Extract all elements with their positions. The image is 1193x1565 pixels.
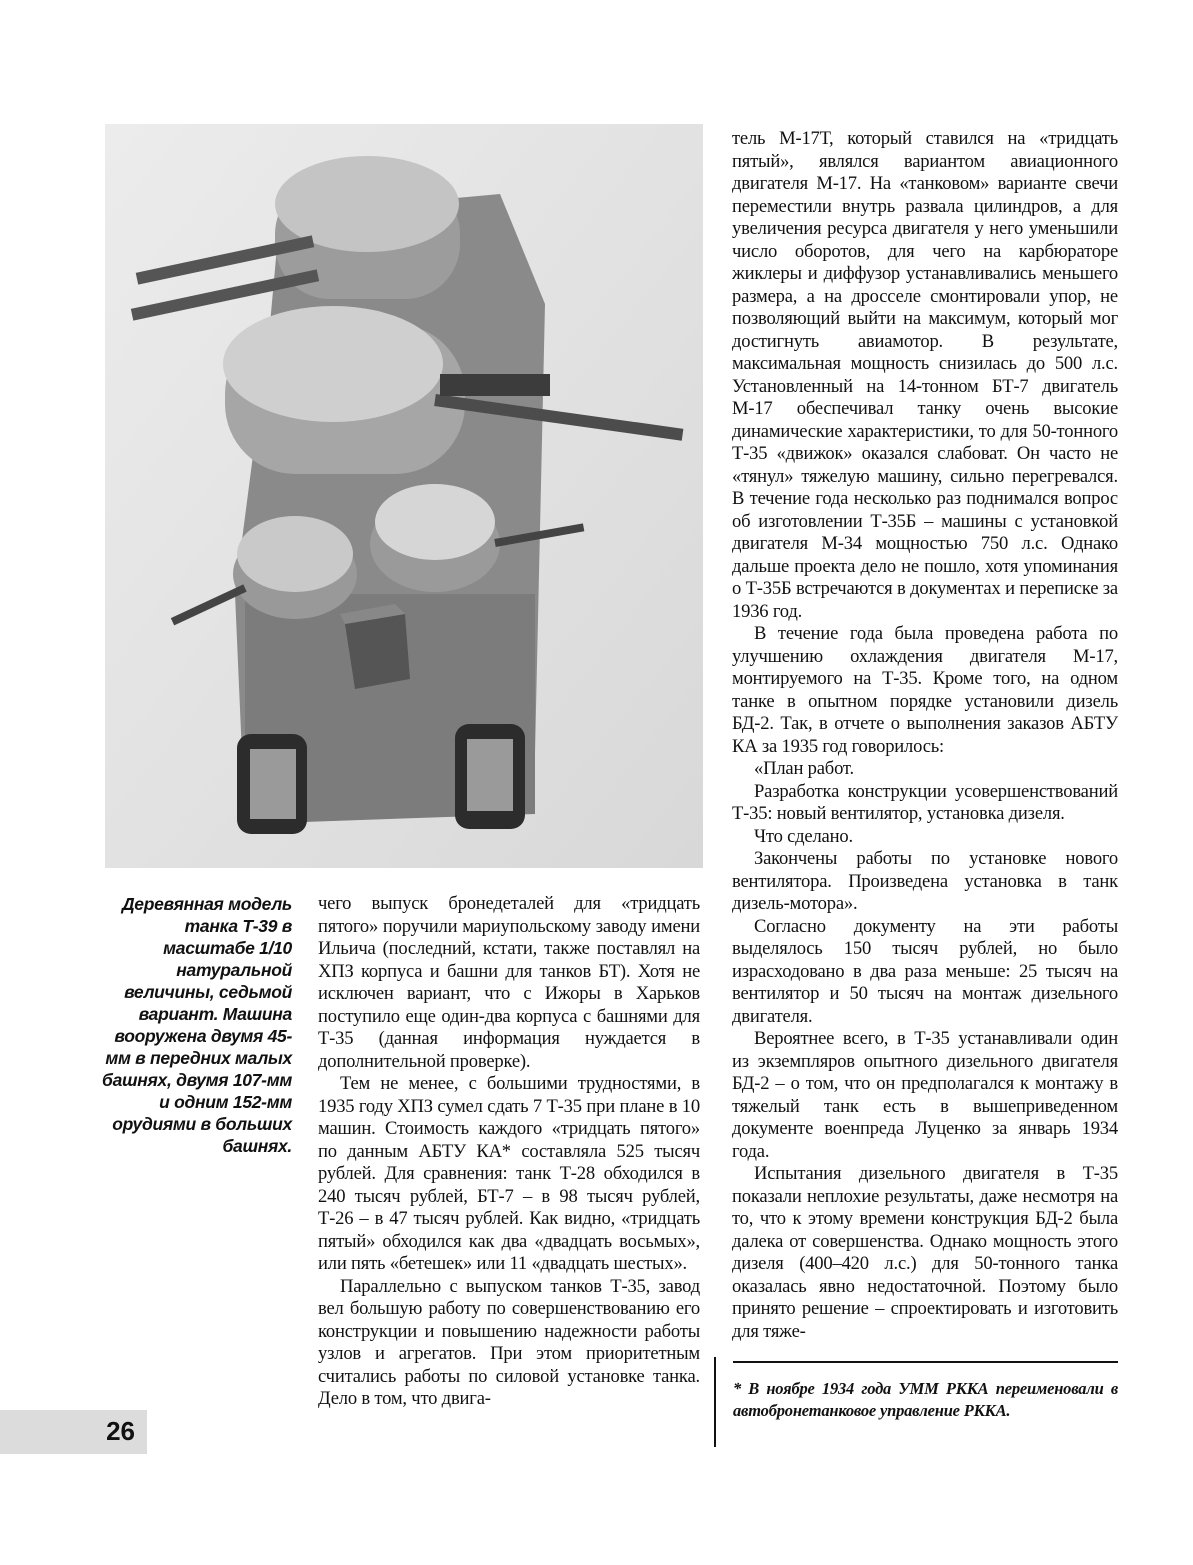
- paragraph: Тем не менее, с большими трудностями, в 1935 году ХПЗ сумел сдать 7 Т-35 при плане в 10 машин. Стоимость каждого «тридцать пятого» по данным АБТУ КА* составляла 525 тысяч рублей. Для сравнения: танк Т-28 обходился в 240 тысяч рублей, БТ-7 – в 98 тысяч рублей, Т-26 – в 47 тысяч рублей. Как видно, «тридцать пятый» обходился как два «двадцать восьмых», или пять «бетешек» или 11 «двадцать шестых».: [318, 1073, 700, 1274]
- paragraph: Разработка конструкции усовершенствований Т-35: новый вентилятор, установка дизеля.: [732, 780, 1118, 824]
- paragraph: Что сделано.: [754, 825, 853, 847]
- tank-model-photo: [105, 124, 703, 868]
- photo-caption: Деревянная модель танка Т-39 в масштабе 1/10 натуральной величины, седьмой вариант. Машина вооружена двумя 45-мм в передних малых башнях, двумя 107-мм и одним 152-мм орудиями в больших башнях.: [102, 894, 292, 1156]
- paragraph: тель М-17Т, который ставился на «тридцать пятый», являлся вариантом авиационного двигателя М-17. На «танковом» варианте свечи переместили внутрь развала цилиндров, а для увеличения ресурса двигателя у него уменьшили число оборотов, для чего на карбюраторе жиклеры и диффузор устанавливались меньшего размера, а на дросселе смонтировали упор, не позволяющий выйти на максимум, который мог достигнуть авиамотор. В результате, максимальная мощность снизилась до 500 л.с. Установленный на 14-тонном БТ-7 двигатель М-17 обеспечивал танку очень высокие динамические характеристики, то для 50-тонного Т-35 «движок» оказался слабоват. Он часто не «тянул» тяжелую машину, сильно перегревался. В течение года несколько раз поднимался вопрос об изготовлении Т-35Б – машины с установкой двигателя М-34 мощностью 750 л.с. Однако дальше проекта дело не пошло, хотя упоминания о Т-35Б встречаются в документах и переписке за 1936 год.: [732, 128, 1118, 622]
- column-divider: [714, 1357, 716, 1447]
- footnote-divider: [733, 1361, 1118, 1363]
- paragraph: В течение года была проведена работа по улучшению охлаждения двигателя М-17, монтируемого на Т-35. Кроме того, на одном танке в опытном порядке установили дизель БД-2. Так, в отчете о выполнения заказов АБТУ КА за 1935 год говорилось:: [732, 623, 1118, 757]
- page-number: 26: [106, 1416, 135, 1446]
- paragraph: Испытания дизельного двигателя в Т-35 показали неплохие результаты, даже несмотря на то, что к этому времени конструкция БД-2 была далека от совершенства. Однако мощность этого дизеля (400–420 л.с.) для 50-тонного танка оказалась явно недостаточной. Поэтому было принято решение – спроектировать и изготовить для тяже-: [732, 1163, 1118, 1342]
- paragraph: Параллельно с выпуском танков Т-35, завод вел большую работу по совершенствованию его конструкции и повышению надежности работы узлов и агрегатов. При этом приоритетным считались работы по силовой установке танка. Дело в том, что двига-: [318, 1275, 700, 1409]
- paragraph: «План работ.: [754, 758, 854, 779]
- tank-model-icon: [105, 124, 703, 868]
- page-number-tab: [0, 1410, 147, 1454]
- paragraph: Вероятнее всего, в Т-35 устанавливали один из экземпляров опытного дизельного двигателя БД-2 – о том, что он предполагался к монтажу в тяжелый танк есть в вышеприведенном документе военпреда Луценко за январь 1934 года.: [732, 1028, 1118, 1162]
- paragraph: Закончены работы по установке нового вентилятора. Произведена установка в танк дизель-мотора».: [732, 848, 1118, 914]
- paragraph: Согласно документу на эти работы выделялось 150 тысяч рублей, но было израсходовано в два раза меньше: 25 тысяч на вентилятор и 50 тысяч на монтаж дизельного двигателя.: [732, 915, 1118, 1027]
- paragraph: чего выпуск бронедеталей для «тридцать пятого» поручили мариупольскому заводу имени Ильича (последний, кстати, также поставлял на ХПЗ корпуса и башни для танков БТ). Хотя не исключен вариант, что с Ижоры в Харьков поступило еще один-два корпуса с башнями для Т-35 (данная информация нуждается в дополнительной проверке).: [318, 893, 700, 1072]
- footnote: * В ноябре 1934 года УММ РККА переименовали в автобронетанковое управление РККА.: [733, 1379, 1118, 1420]
- left-text-column: [318, 893, 700, 1411]
- right-text-column: [732, 128, 1118, 1343]
